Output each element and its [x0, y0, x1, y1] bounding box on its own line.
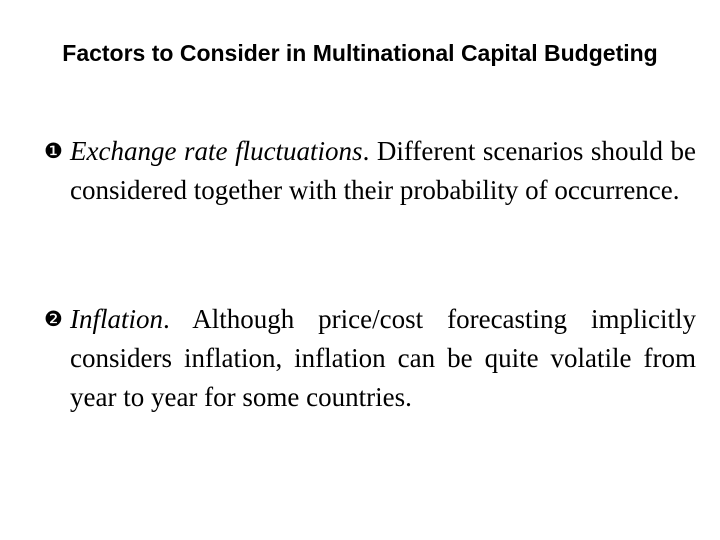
- bullet-term-period: .: [163, 304, 170, 334]
- number-1-icon: ❶: [44, 139, 63, 163]
- bullet-text: Although price/cost forecasting implicitly considers inflation, inflation can be quite volatile from year to year for some countries.: [70, 304, 696, 412]
- bullet-term-period: .: [362, 136, 370, 166]
- slide-title: Factors to Consider in Multinational Capital Budgeting: [62, 40, 658, 66]
- bullet-term: Inflation: [70, 304, 163, 334]
- number-2-icon: ❷: [44, 307, 63, 331]
- bullet-inflation: [44, 300, 696, 417]
- bullet-text: Different scenarios should be considered together with their probability of occurrence.: [70, 136, 696, 205]
- bullet-term: Exchange rate fluctuations: [70, 136, 363, 166]
- bullet-exchange-rate: [44, 132, 696, 210]
